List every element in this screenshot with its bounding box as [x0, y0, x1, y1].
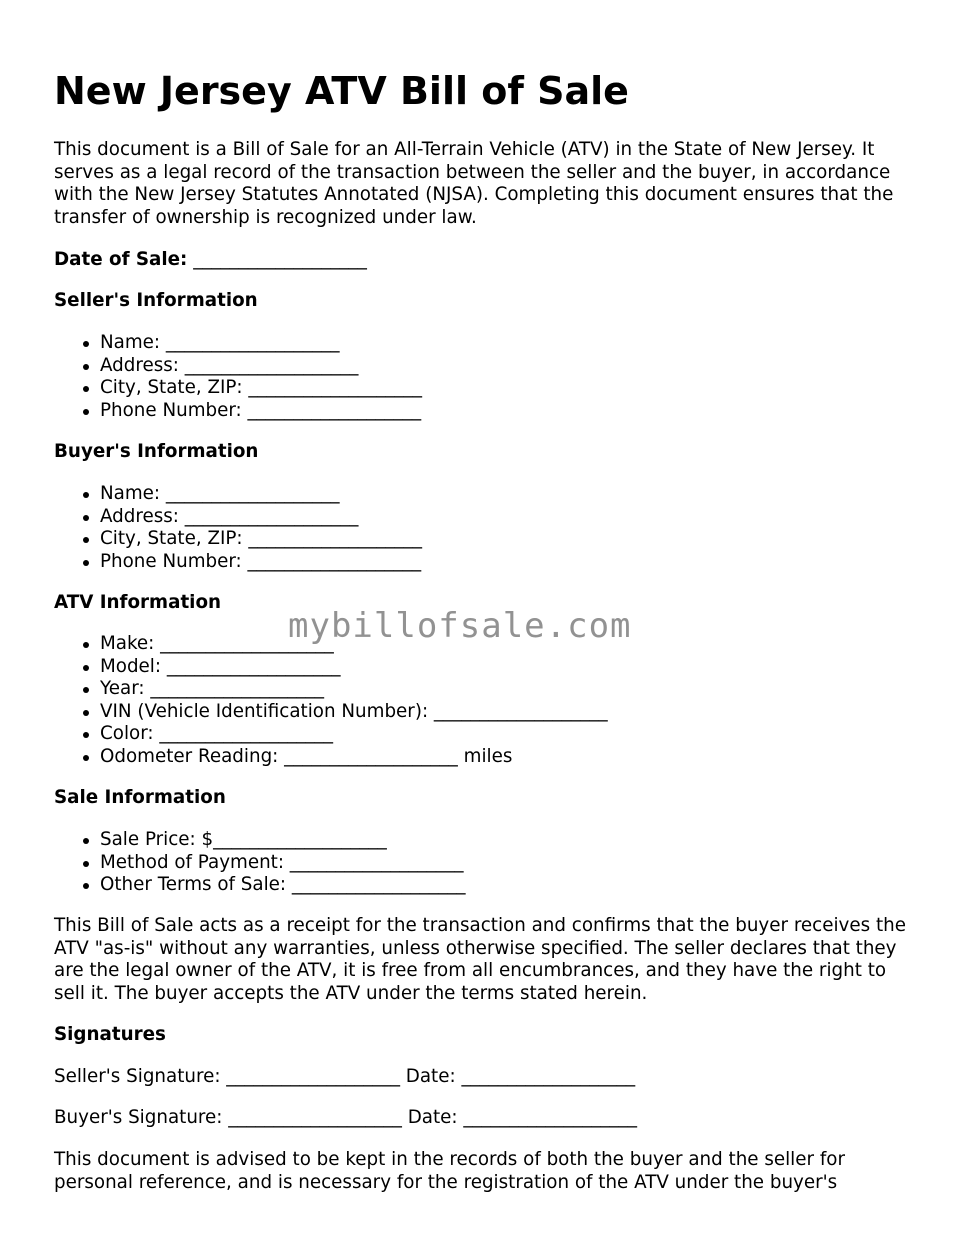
seller-address-field[interactable]: Address: ___________________ — [54, 355, 422, 378]
atv-year-field[interactable]: Year: ___________________ — [54, 678, 608, 701]
document-title: New Jersey ATV Bill of Sale — [54, 69, 629, 113]
payment-method-field[interactable]: Method of Payment: ___________________ — [54, 852, 466, 875]
buyer-phone-field[interactable]: Phone Number: ___________________ — [54, 551, 422, 574]
intro-paragraph: This document is a Bill of Sale for an All-Terrain Vehicle (ATV) in the State of New Jersey. It serves as a legal record of the transaction between the seller and the buyer, in accordance with the New Jersey Statutes Annotated (NJSA). Completing this document ensures that the transfer of ownership is recognized under law. — [54, 139, 894, 228]
receipt-paragraph: This Bill of Sale acts as a receipt for the transaction and confirms that the buyer receives the ATV "as-is" without any warranties, unless otherwise specified. The seller declares that they are the legal owner of the ATV, it is free from all encumbrances, and they have the right to sell it. The buyer accepts the ATV under the terms stated herein. — [54, 915, 906, 1004]
atv-odometer-field[interactable]: Odometer Reading: ___________________ miles — [54, 746, 608, 769]
seller-field-list — [54, 332, 422, 422]
seller-name-field[interactable]: Name: ___________________ — [54, 332, 422, 355]
buyer-heading: Buyer's Information — [54, 441, 259, 462]
buyer-signature-line[interactable]: Buyer's Signature: ___________________ Date: ___________________ — [54, 1107, 638, 1128]
sale-field-list — [54, 829, 466, 897]
buyer-city-state-zip-field[interactable]: City, State, ZIP: ___________________ — [54, 528, 422, 551]
seller-heading: Seller's Information — [54, 290, 258, 311]
date-of-sale-label: Date of Sale: — [54, 249, 188, 270]
closing-paragraph: This document is advised to be kept in the records of both the buyer and the seller for personal reference, and is necessary for the registration of the ATV under the buyer's — [54, 1149, 845, 1193]
seller-signature-line[interactable]: Seller's Signature: ___________________ Date: ___________________ — [54, 1066, 636, 1087]
atv-heading: ATV Information — [54, 592, 222, 613]
other-terms-field[interactable]: Other Terms of Sale: ___________________ — [54, 874, 466, 897]
atv-color-field[interactable]: Color: ___________________ — [54, 723, 608, 746]
date-of-sale-line — [54, 249, 367, 272]
signatures-heading: Signatures — [54, 1024, 166, 1045]
atv-make-field[interactable]: Make: ___________________ — [54, 633, 608, 656]
date-of-sale-blank[interactable]: ___________________ — [193, 249, 367, 270]
seller-phone-field[interactable]: Phone Number: ___________________ — [54, 400, 422, 423]
buyer-address-field[interactable]: Address: ___________________ — [54, 506, 422, 529]
atv-vin-field[interactable]: VIN (Vehicle Identification Number): ___________________ — [54, 701, 608, 724]
watermark-text: mybillofsale.com — [288, 606, 632, 646]
buyer-field-list — [54, 483, 422, 573]
buyer-name-field[interactable]: Name: ___________________ — [54, 483, 422, 506]
sale-price-field[interactable]: Sale Price: $___________________ — [54, 829, 466, 852]
atv-model-field[interactable]: Model: ___________________ — [54, 656, 608, 679]
atv-field-list — [54, 633, 608, 769]
seller-city-state-zip-field[interactable]: City, State, ZIP: ___________________ — [54, 377, 422, 400]
sale-heading: Sale Information — [54, 787, 226, 808]
